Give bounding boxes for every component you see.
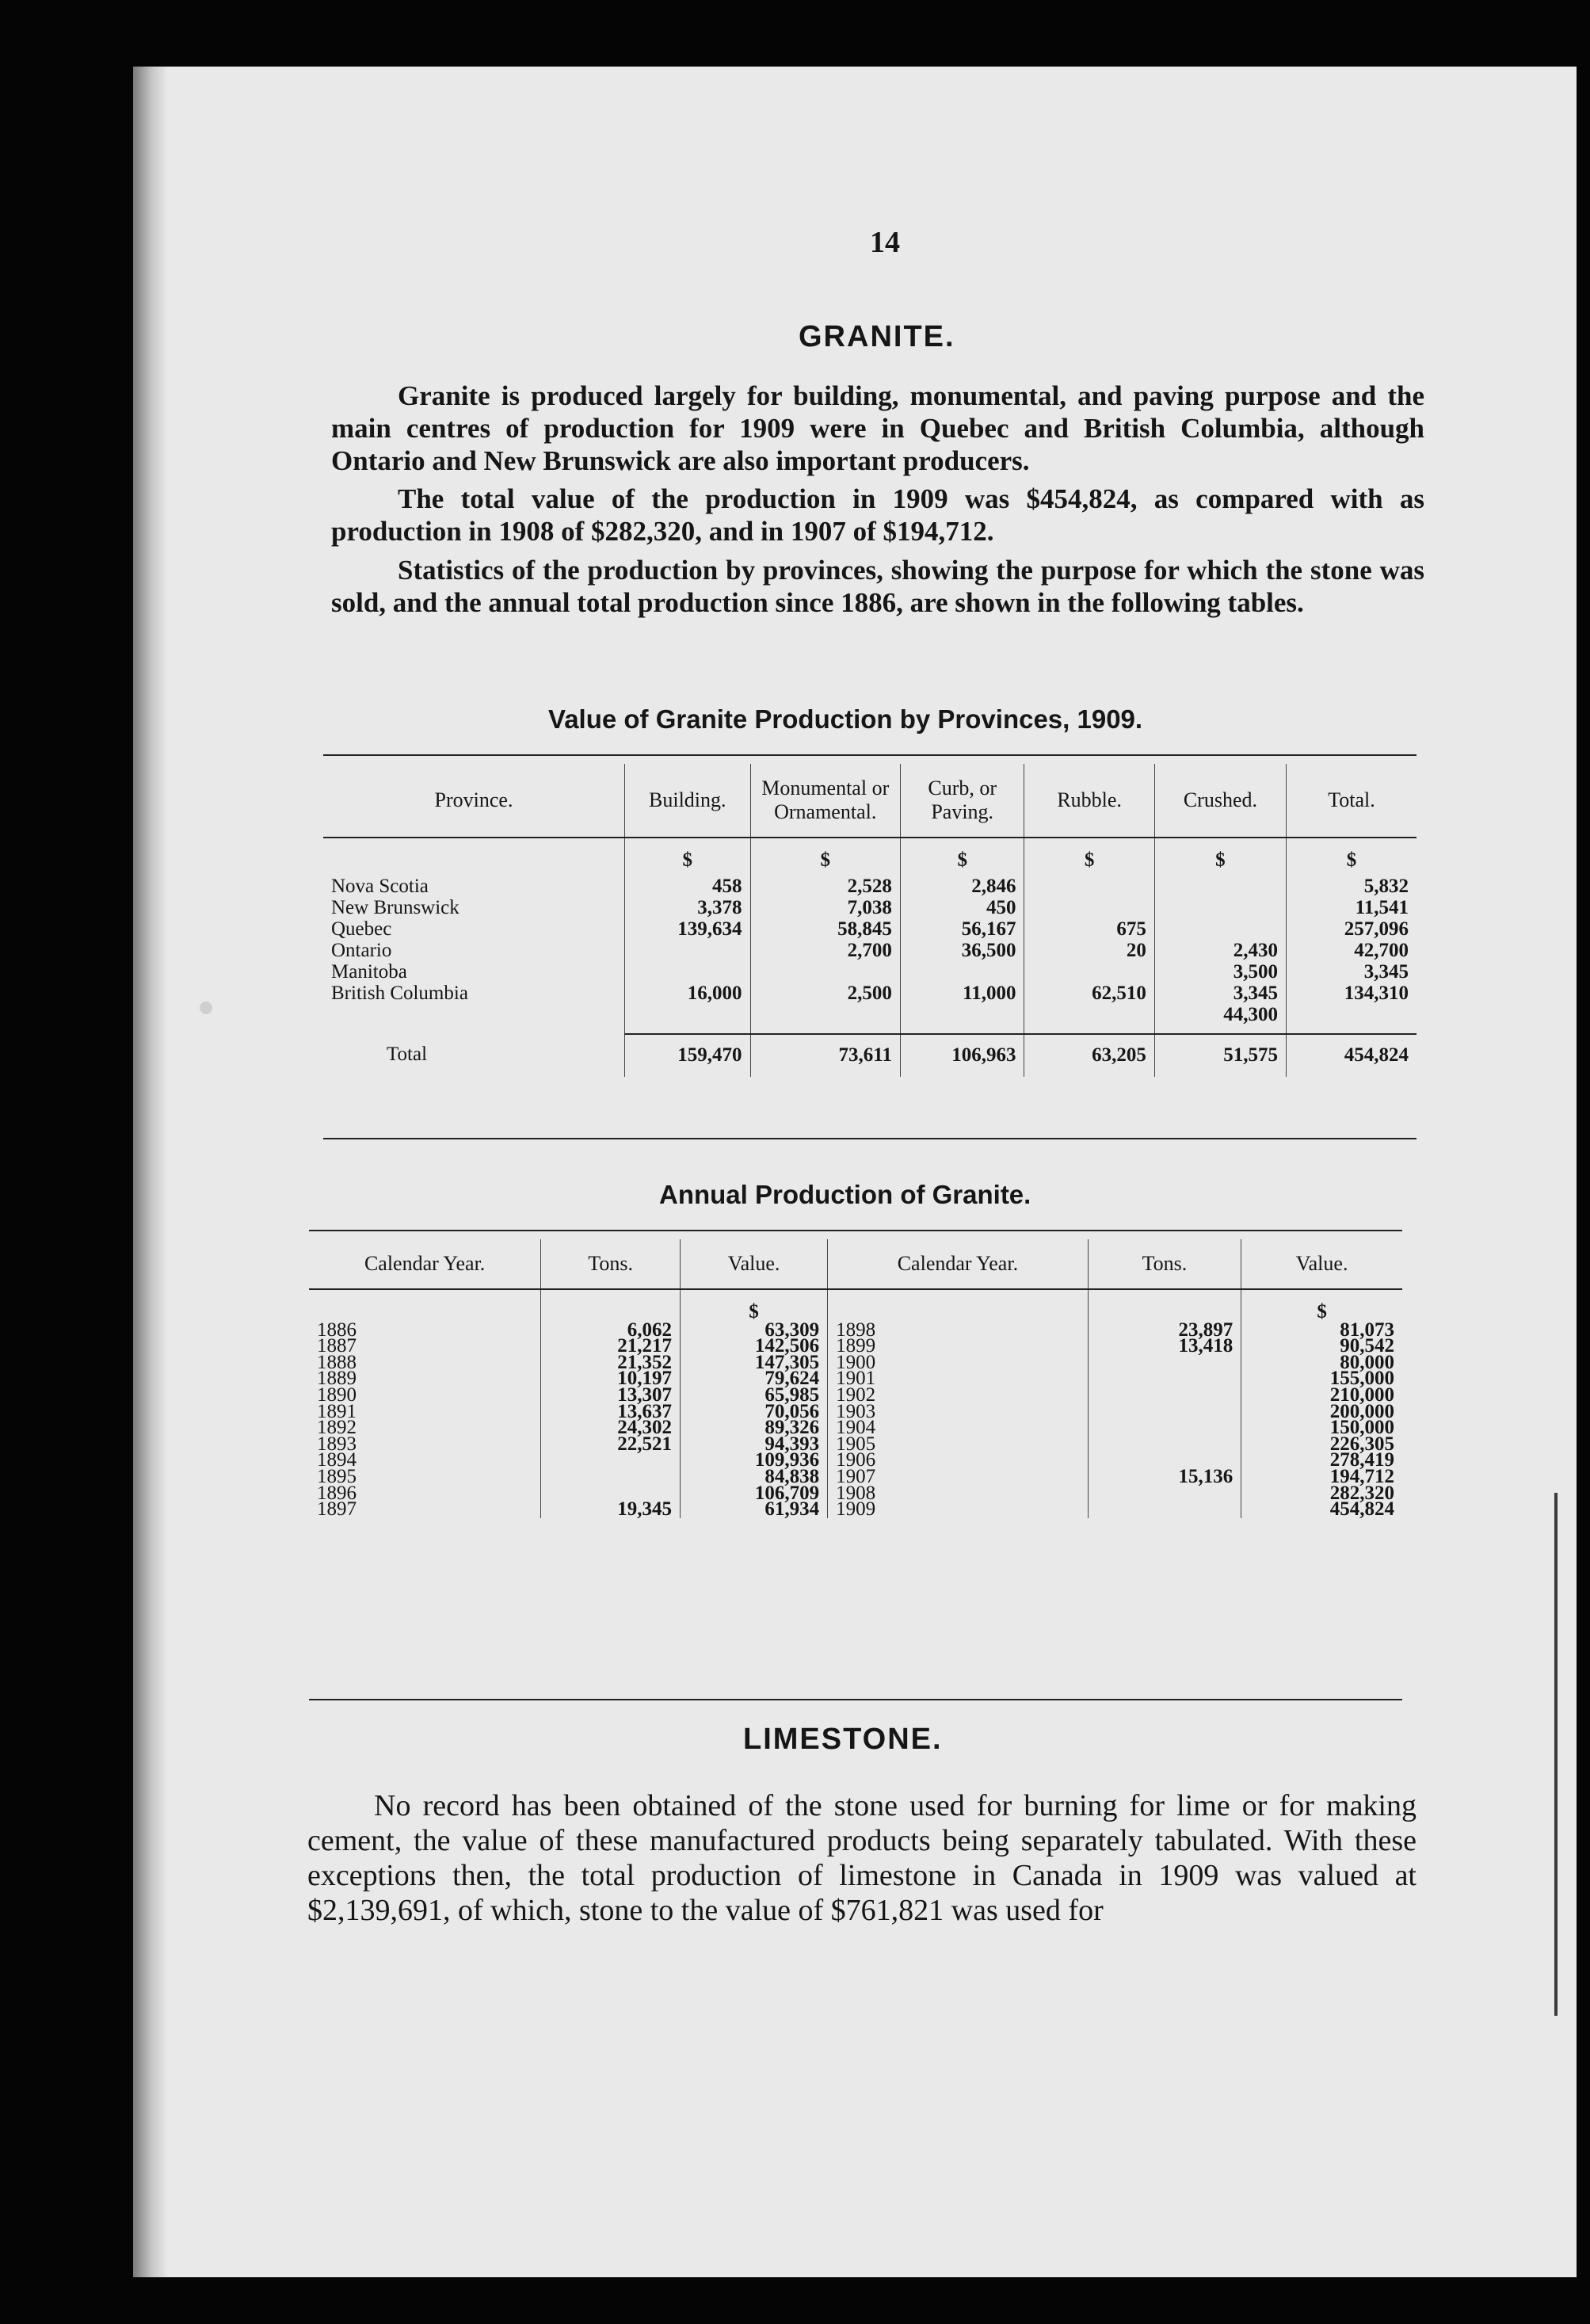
tons-value <box>1088 1437 1241 1453</box>
limestone-paragraph: No record has been obtained of the stone used for burning for lime or for making cement, the value of these manufactured products being separately tabulated. With these exceptions then, the total production of limestone in Canada in 1909 was valued at $2,139,691, of which, stone to the value of $761,821 was used for <box>307 1789 1417 1927</box>
column-header: Curb, or Paving. <box>900 764 1024 838</box>
province-table-caption: Value of Granite Production by Provinces, 1909. <box>548 704 1143 734</box>
table-row: Manitoba 3,500 3,345 <box>323 961 1417 983</box>
total-label: Total <box>387 1044 428 1065</box>
unit-row <box>323 838 1417 876</box>
dollar-value: 94,393 <box>681 1437 828 1453</box>
total-row: Total 159,470 73,611 106,963 63,205 51,575 454,824 <box>323 1034 1417 1077</box>
province-name: Quebec <box>331 918 392 940</box>
calendar-year: 1897 <box>317 1498 357 1521</box>
calendar-year: 1905 <box>828 1437 1089 1453</box>
column-header: Tons. <box>541 1239 681 1289</box>
table-row <box>309 1502 1402 1518</box>
calendar-year: 1890 <box>317 1383 357 1406</box>
province-name: Ontario <box>331 940 392 961</box>
province-table <box>323 764 1417 1077</box>
column-header: Tons. <box>1088 1239 1241 1289</box>
table-row: Ontario 2,700 36,500 20 2,430 42,700 <box>323 940 1417 961</box>
calendar-year: 1892 <box>317 1417 357 1439</box>
tons-value <box>1088 1371 1241 1387</box>
dollar-value: 90,542 <box>1241 1338 1402 1355</box>
scanned-page <box>133 67 1577 2277</box>
unit-symbol: $ <box>625 838 751 876</box>
calendar-year: 1909 <box>828 1502 1089 1518</box>
dollar-value: 65,985 <box>681 1387 828 1404</box>
column-header: Crushed. <box>1154 764 1286 838</box>
scan-edge-line <box>1554 1493 1558 2016</box>
calendar-year: 1907 <box>828 1469 1089 1486</box>
calendar-year: 1902 <box>828 1387 1089 1404</box>
calendar-year: 1901 <box>828 1371 1089 1387</box>
unit-symbol: $ <box>1024 838 1154 876</box>
annual-table-caption: Annual Production of Granite. <box>659 1180 1031 1209</box>
tons-value <box>1088 1486 1241 1502</box>
calendar-year: 1889 <box>317 1368 357 1390</box>
tons-value: 21,352 <box>541 1355 681 1372</box>
tons-value: 21,217 <box>541 1338 681 1355</box>
dollar-value: 155,000 <box>1241 1371 1402 1387</box>
dollar-value: 278,419 <box>1241 1452 1402 1469</box>
tons-value: 13,307 <box>541 1387 681 1404</box>
province-name: British Columbia <box>331 983 468 1004</box>
table-row: Quebec 139,634 58,845 56,167 675 257,096 <box>323 918 1417 940</box>
tons-value <box>1088 1387 1241 1404</box>
dollar-value: 282,320 <box>1241 1486 1402 1502</box>
table-row: British Columbia 16,000 2,500 11,000 62,510 3,345 134,310 <box>323 983 1417 1004</box>
tons-value <box>1088 1420 1241 1437</box>
calendar-year: 1894 <box>317 1449 357 1471</box>
dollar-value: 147,305 <box>681 1355 828 1372</box>
dollar-value: 150,000 <box>1241 1420 1402 1437</box>
dollar-value: 194,712 <box>1241 1469 1402 1486</box>
column-header: Building. <box>625 764 751 838</box>
binding-shadow <box>133 67 168 2277</box>
province-name: New Brunswick <box>331 897 459 918</box>
unit-symbol: $ <box>681 1289 828 1322</box>
calendar-year: 1906 <box>828 1452 1089 1469</box>
table-header-row <box>323 764 1417 838</box>
table-row: Nova Scotia 458 2,528 2,846 5,832 <box>323 876 1417 897</box>
tons-value: 10,197 <box>541 1371 681 1387</box>
tons-value: 13,418 <box>1088 1338 1241 1355</box>
dollar-value: 80,000 <box>1241 1355 1402 1372</box>
dollar-value: 63,309 <box>681 1322 828 1339</box>
annual-table <box>309 1239 1402 1521</box>
dollar-value: 84,838 <box>681 1469 828 1486</box>
table-row: 44,300 <box>323 1004 1417 1034</box>
dollar-value: 200,000 <box>1241 1404 1402 1421</box>
tons-value <box>1088 1502 1241 1518</box>
unit-symbol: $ <box>750 838 900 876</box>
column-header: Calendar Year. <box>309 1239 541 1289</box>
column-header: Monumental or Ornamental. <box>750 764 900 838</box>
column-header: Province. <box>323 764 625 838</box>
unit-symbol: $ <box>900 838 1024 876</box>
dollar-value: 454,824 <box>1241 1502 1402 1518</box>
granite-paragraph-2: The total value of the production in 1909 was $454,824, as compared with as production in 1908 of $282,320, and in 1907 of $194,712. <box>331 483 1424 547</box>
calendar-year: 1899 <box>828 1338 1089 1355</box>
dollar-value: 106,709 <box>681 1486 828 1502</box>
scan-speck <box>200 1002 212 1014</box>
calendar-year: 1904 <box>828 1420 1089 1437</box>
calendar-year: 1900 <box>828 1355 1089 1372</box>
tons-value <box>1088 1355 1241 1372</box>
granite-paragraph-3: Statistics of the production by provinces, showing the purpose for which the stone was sold, and the annual total production since 1886, are shown in the following tables. <box>331 555 1424 618</box>
tons-value: 15,136 <box>1088 1469 1241 1486</box>
annual-table-body <box>309 1289 1402 1521</box>
calendar-year: 1895 <box>317 1465 357 1487</box>
column-header: Rubble. <box>1024 764 1154 838</box>
column-header: Value. <box>681 1239 828 1289</box>
page-number: 14 <box>870 226 900 259</box>
column-header: Total. <box>1287 764 1417 838</box>
tons-value <box>541 1469 681 1486</box>
tons-value: 6,062 <box>541 1322 681 1339</box>
calendar-year: 1886 <box>317 1318 357 1341</box>
table-rule <box>323 1138 1417 1139</box>
unit-symbol: $ <box>1287 838 1417 876</box>
dollar-value: 210,000 <box>1241 1387 1402 1404</box>
tons-value: 24,302 <box>541 1420 681 1437</box>
tons-value <box>1088 1404 1241 1421</box>
province-name: Nova Scotia <box>331 876 429 897</box>
table-rule <box>309 1230 1402 1231</box>
dollar-value: 109,936 <box>681 1452 828 1469</box>
dollar-value: 70,056 <box>681 1404 828 1421</box>
calendar-year: 1893 <box>317 1433 357 1455</box>
granite-heading: GRANITE. <box>799 320 955 353</box>
calendar-year: 1896 <box>317 1482 357 1504</box>
tons-value: 22,521 <box>541 1437 681 1453</box>
granite-paragraph-1: Granite is produced largely for building, monumental, and paving purpose and the main centres of production for 1909 were in Quebec and British Columbia, although Ontario and New Brunswick are also important producers. <box>331 380 1424 476</box>
unit-symbol: $ <box>1241 1289 1402 1322</box>
limestone-heading: LIMESTONE. <box>743 1723 943 1756</box>
table-header-row <box>309 1239 1402 1289</box>
dollar-value: 79,624 <box>681 1371 828 1387</box>
column-header: Value. <box>1241 1239 1402 1289</box>
dollar-value: 81,073 <box>1241 1322 1402 1339</box>
dollar-value: 61,934 <box>681 1502 828 1518</box>
tons-value: 19,345 <box>541 1502 681 1518</box>
calendar-year: 1888 <box>317 1351 357 1373</box>
dollar-value: 89,326 <box>681 1420 828 1437</box>
tons-value: 13,637 <box>541 1404 681 1421</box>
table-row: New Brunswick 3,378 7,038 450 11,541 <box>323 897 1417 918</box>
dollar-value: 142,506 <box>681 1338 828 1355</box>
tons-value <box>541 1452 681 1469</box>
calendar-year: 1898 <box>828 1322 1089 1339</box>
calendar-year: 1908 <box>828 1486 1089 1502</box>
province-name: Manitoba <box>331 961 407 983</box>
table-rule <box>323 754 1417 756</box>
unit-row <box>309 1289 1402 1322</box>
dollar-value: 226,305 <box>1241 1437 1402 1453</box>
calendar-year: 1903 <box>828 1404 1089 1421</box>
calendar-year: 1887 <box>317 1335 357 1357</box>
column-header: Calendar Year. <box>828 1239 1089 1289</box>
unit-symbol: $ <box>1154 838 1286 876</box>
calendar-year: 1891 <box>317 1400 357 1422</box>
table-rule <box>309 1699 1402 1700</box>
tons-value: 23,897 <box>1088 1322 1241 1339</box>
